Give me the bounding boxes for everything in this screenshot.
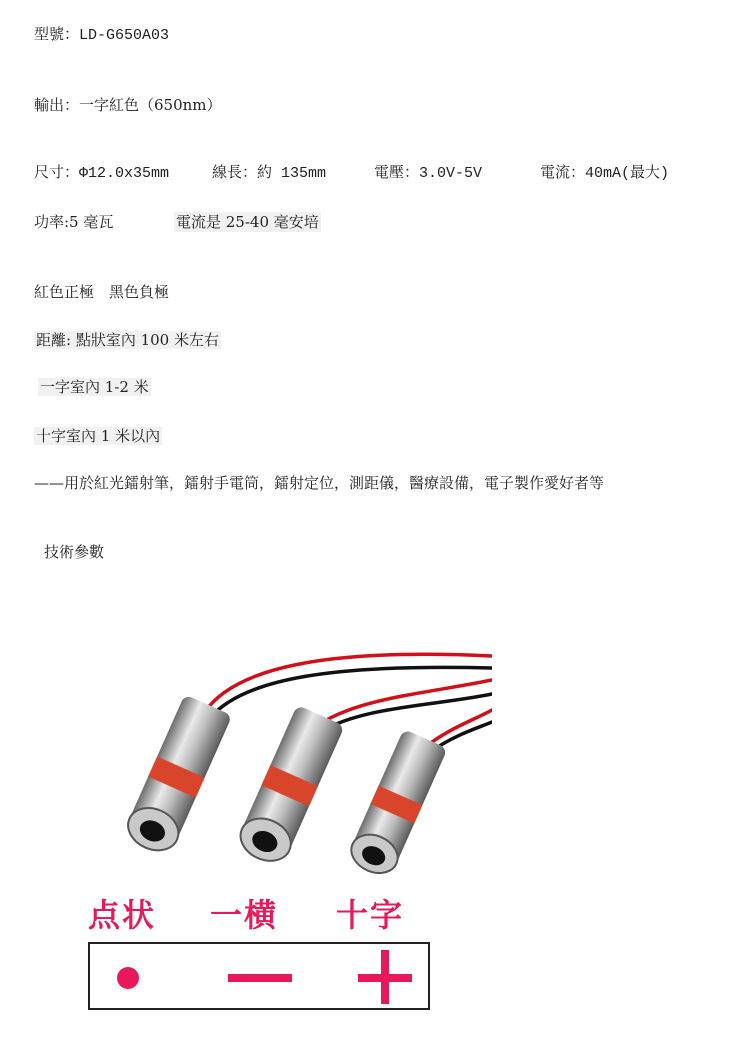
cross-distance bbox=[34, 426, 162, 446]
caption-cross: 十字 bbox=[336, 896, 405, 934]
line-distance bbox=[38, 377, 151, 397]
distance-line bbox=[34, 330, 221, 350]
current-spec: 電流：40mA(最大) bbox=[540, 165, 670, 182]
laser-module-dot bbox=[121, 694, 232, 858]
spec-line bbox=[34, 164, 669, 184]
dot-pattern-icon bbox=[117, 967, 139, 989]
tech-title: 技術參數 bbox=[44, 543, 105, 561]
usage-line: ——用於紅光鐳射筆，鐳射手電筒，鐳射定位，測距儀，醫療設備，電子製作愛好者等 bbox=[34, 474, 605, 492]
voltage-spec: 電壓：3.0V-5V bbox=[374, 165, 483, 182]
pattern-legend-box bbox=[88, 942, 430, 1010]
cross-pattern-icon bbox=[358, 950, 412, 1004]
laser-module-line bbox=[234, 705, 345, 869]
operating-current-spec: 電流是 25-40 毫安培 bbox=[176, 213, 319, 231]
size-spec: 尺寸：Φ12.0x35mm bbox=[34, 165, 170, 182]
polarity-line: 紅色正極 黑色負極 bbox=[34, 283, 170, 301]
caption-dot: 点状 bbox=[88, 896, 157, 934]
line-distance-text: 一字室內 1-2 米 bbox=[40, 378, 149, 396]
cross-distance-text: 十字室內 1 米以內 bbox=[36, 427, 161, 445]
power-spec: 功率:5 毫瓦 bbox=[34, 213, 114, 231]
laser-modules-photo bbox=[64, 598, 492, 1020]
line-pattern-icon bbox=[228, 974, 292, 982]
wire-length-spec: 線長：約 135mm bbox=[212, 165, 327, 182]
distance-text: 距離: 點狀室內 100 米左右 bbox=[36, 331, 219, 349]
output-line: 輸出：一字紅色（650nm） bbox=[34, 96, 222, 114]
caption-line: 一横 bbox=[210, 896, 279, 934]
laser-module-cross bbox=[345, 729, 447, 880]
power-line bbox=[34, 212, 321, 232]
model-line: 型號：LD-G650A03 bbox=[34, 27, 170, 44]
